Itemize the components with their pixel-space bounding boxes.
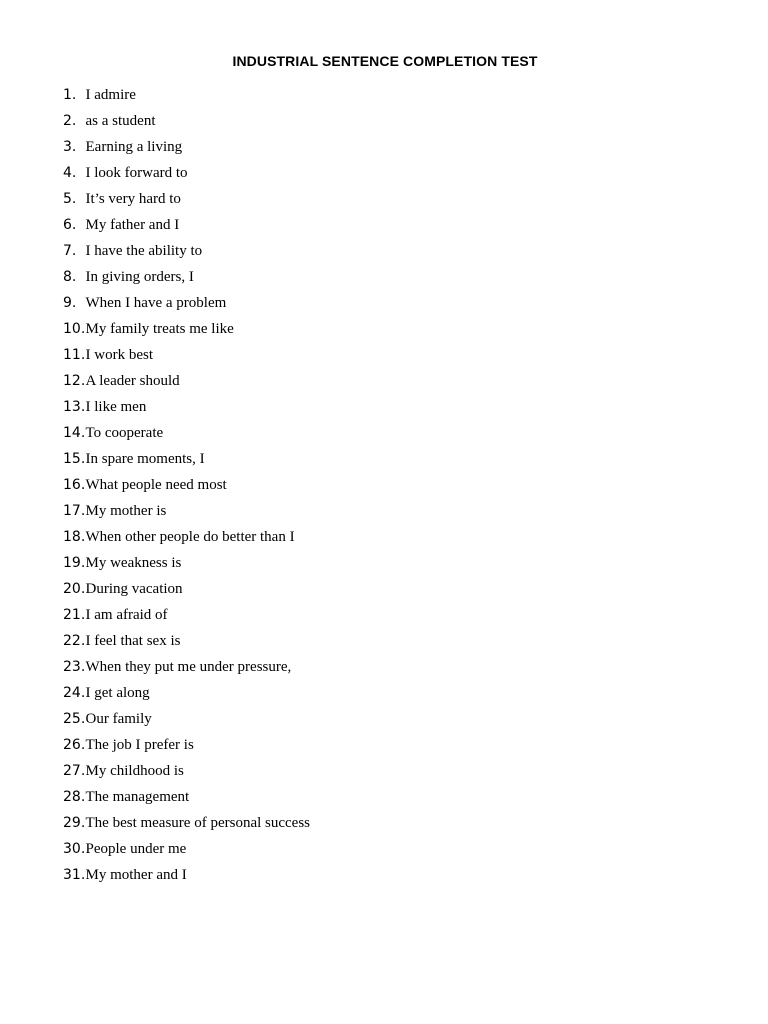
list-item xyxy=(63,266,310,292)
item-text: I look forward to xyxy=(85,165,188,181)
list-item xyxy=(63,864,310,890)
item-number: 21. xyxy=(63,607,86,623)
list-item xyxy=(63,136,310,162)
item-text: My mother is xyxy=(85,503,167,519)
item-number: 1. xyxy=(63,87,77,103)
item-text: I admire xyxy=(85,87,136,103)
item-number: 23. xyxy=(63,659,86,675)
list-item xyxy=(63,656,310,682)
item-text: The management xyxy=(85,789,190,805)
item-number: 22. xyxy=(63,633,86,649)
item-number: 26. xyxy=(63,737,86,753)
item-text: My mother and I xyxy=(85,867,187,883)
item-text: My father and I xyxy=(85,217,180,233)
item-text: I like men xyxy=(85,399,147,415)
item-text: as a student xyxy=(85,113,156,129)
item-number: 31. xyxy=(63,867,86,883)
list-item xyxy=(63,110,310,136)
item-number: 27. xyxy=(63,763,86,779)
item-number: 5. xyxy=(63,191,77,207)
list-item xyxy=(63,448,310,474)
list-item xyxy=(63,214,310,240)
item-number: 28. xyxy=(63,789,86,805)
item-number: 29. xyxy=(63,815,86,831)
item-text: I have the ability to xyxy=(85,243,203,259)
item-text: In spare moments, I xyxy=(85,451,205,467)
list-item xyxy=(63,812,310,838)
item-number: 3. xyxy=(63,139,77,155)
list-item xyxy=(63,318,310,344)
item-number: 20. xyxy=(63,581,86,597)
item-text: When I have a problem xyxy=(85,295,227,311)
item-number: 18. xyxy=(63,529,86,545)
item-text: I get along xyxy=(85,685,150,701)
list-item xyxy=(63,500,310,526)
item-number: 4. xyxy=(63,165,77,181)
sentence-list xyxy=(63,84,310,890)
item-number: 13. xyxy=(63,399,86,415)
item-text: My childhood is xyxy=(85,763,184,779)
item-text: My family treats me like xyxy=(85,321,234,337)
item-text: Our family xyxy=(85,711,152,727)
list-item xyxy=(63,396,310,422)
item-number: 11. xyxy=(63,347,86,363)
list-item xyxy=(63,682,310,708)
item-number: 7. xyxy=(63,243,77,259)
document-title: INDUSTRIAL SENTENCE COMPLETION TEST xyxy=(232,53,538,69)
list-item xyxy=(63,578,310,604)
list-item xyxy=(63,604,310,630)
list-item xyxy=(63,474,310,500)
list-item xyxy=(63,838,310,864)
list-item xyxy=(63,734,310,760)
item-text: A leader should xyxy=(85,373,180,389)
item-number: 17. xyxy=(63,503,86,519)
item-text: It’s very hard to xyxy=(85,191,181,207)
item-text: I am afraid of xyxy=(85,607,168,623)
list-item xyxy=(63,630,310,656)
item-text: What people need most xyxy=(85,477,227,493)
item-text: The best measure of personal success xyxy=(85,815,311,831)
item-number: 2. xyxy=(63,113,77,129)
list-item xyxy=(63,188,310,214)
item-text: I feel that sex is xyxy=(85,633,181,649)
item-number: 30. xyxy=(63,841,86,857)
list-item xyxy=(63,552,310,578)
item-number: 16. xyxy=(63,477,86,493)
item-number: 14. xyxy=(63,425,86,441)
item-text: To cooperate xyxy=(85,425,164,441)
list-item xyxy=(63,240,310,266)
item-text: Earning a living xyxy=(85,139,183,155)
item-number: 6. xyxy=(63,217,77,233)
list-item xyxy=(63,760,310,786)
list-item xyxy=(63,292,310,318)
item-number: 15. xyxy=(63,451,86,467)
item-number: 10. xyxy=(63,321,86,337)
list-item xyxy=(63,786,310,812)
item-number: 24. xyxy=(63,685,86,701)
item-text: During vacation xyxy=(85,581,183,597)
list-item xyxy=(63,84,310,110)
item-number: 19. xyxy=(63,555,86,571)
list-item xyxy=(63,526,310,552)
item-text: When other people do better than I xyxy=(85,529,295,545)
item-text: When they put me under pressure, xyxy=(85,659,292,675)
item-text: The job I prefer is xyxy=(85,737,194,753)
list-item xyxy=(63,344,310,370)
item-number: 9. xyxy=(63,295,77,311)
list-item xyxy=(63,422,310,448)
item-text: My weakness is xyxy=(85,555,182,571)
item-text: People under me xyxy=(85,841,187,857)
item-number: 8. xyxy=(63,269,77,285)
item-number: 12. xyxy=(63,373,86,389)
item-text: In giving orders, I xyxy=(85,269,194,285)
item-text: I work best xyxy=(85,347,153,363)
list-item xyxy=(63,162,310,188)
list-item xyxy=(63,370,310,396)
item-number: 25. xyxy=(63,711,86,727)
list-item xyxy=(63,708,310,734)
